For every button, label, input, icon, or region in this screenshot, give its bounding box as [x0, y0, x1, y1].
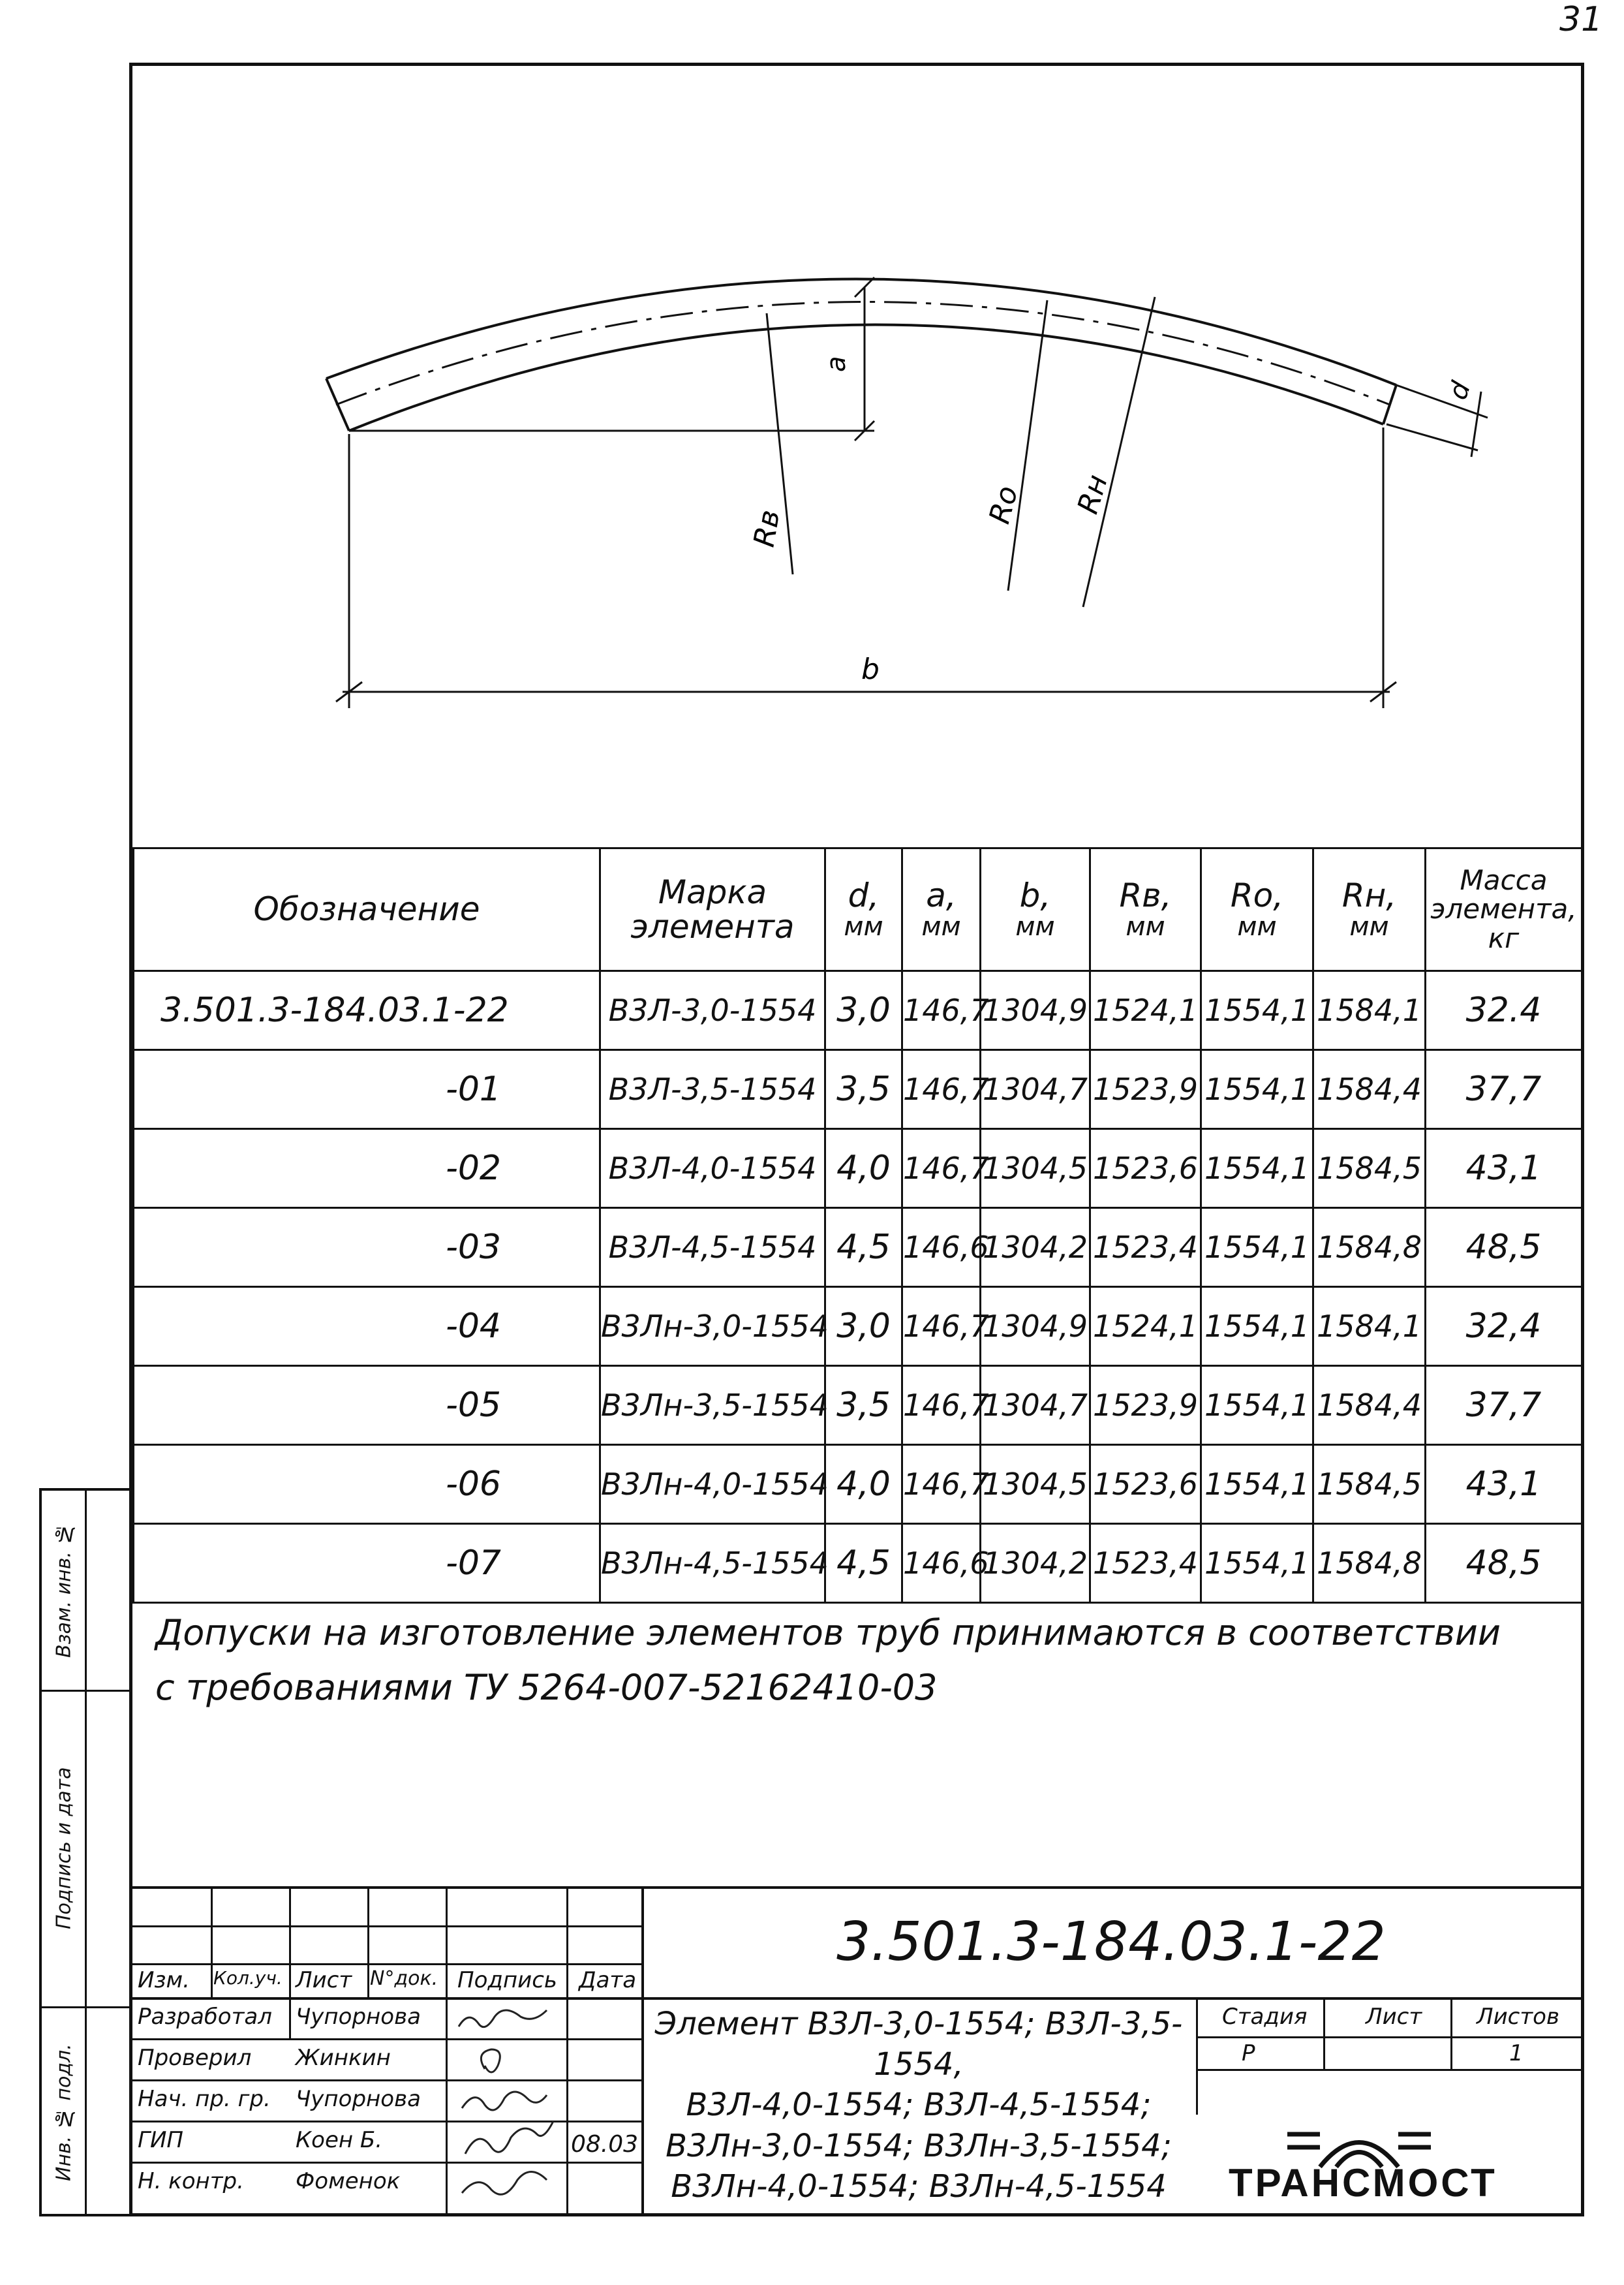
ro-radius-line — [1008, 300, 1047, 591]
side-podpis-label: Подпись и дата — [52, 1767, 76, 1929]
sheets-value: 1 — [1509, 2040, 1524, 2066]
document-code: 3.501.3-184.03.1-22 — [836, 1910, 1386, 1973]
arch-outer-edge — [326, 279, 1396, 385]
signatures — [446, 1997, 566, 2213]
rn-label: Rн — [1071, 471, 1114, 518]
spec-table — [132, 847, 1583, 1604]
side-stamp — [39, 1488, 129, 2216]
header-mark: Марка элемента — [600, 848, 825, 971]
table-row: -07 В3Лн-4,5-1554 4,5 146,6 1304,2 1523,4 1554,1 1584,8 48,5 — [134, 1524, 1582, 1603]
header-designation: Обозначение — [134, 848, 600, 971]
header-ro: Ro, мм — [1201, 848, 1313, 971]
side-inv-label: Инв. № подл. — [52, 2044, 76, 2182]
header-d: d, мм — [825, 848, 902, 971]
tolerance-note: Допуски на изготовление элементов труб принимаются в соответствии с требованиями ТУ 5264-007-52162410-03 — [155, 1612, 1501, 1708]
stage-value: Р — [1242, 2040, 1255, 2066]
table-row: -05 В3Лн-3,5-1554 3,5 146,7 1304,7 1523,9 1554,1 1584,4 37,7 — [134, 1366, 1582, 1445]
transmost-logo: ТРАНСМОСТ — [1203, 2115, 1578, 2206]
header-rv: Rв, мм — [1090, 848, 1201, 971]
table-row: -03 В3Л-4,5-1554 4,5 146,6 1304,2 1523,4 1554,1 1584,8 48,5 — [134, 1208, 1582, 1287]
title-block: Изм. Кол.уч. Лист N°док. Подпись Дата Разработал Чупорнова Проверил Жинкин Нач. пр. гр. Чупорнова ГИП Коен Б. 08.03 Н. контр. Фоменок 3.501.3-184.03.1-22 Элемент В3Л-3,0-1554; В3Л-3,5-1554, В3Л-4,0-1554; В3Л-4,5-1554; В3Лн-3,0-1554; В3Лн-3,5-1554; В3Лн-4,0-1554; В3Лн-4,5-1554 Стадия Лист Листов Р 1 ТРАНСМОСТ — [132, 1886, 1581, 2213]
header-b: b, мм — [981, 848, 1090, 971]
arch-drawing — [0, 0, 1624, 848]
page-number: 31 — [1559, 0, 1603, 39]
b-label: b — [861, 653, 880, 686]
header-rn: Rн, мм — [1313, 848, 1426, 971]
ro-label: Ro — [983, 482, 1025, 527]
table-row: 3.501.3-184.03.1-22 В3Л-3,0-1554 3,0 146,7 1304,9 1524,1 1554,1 1584,1 32.4 — [134, 971, 1582, 1050]
d-label: d — [1443, 377, 1477, 404]
rv-label: Rв — [747, 507, 787, 550]
sheets-label: Листов — [1477, 2004, 1560, 2030]
table-row: -01 В3Л-3,5-1554 3,5 146,7 1304,7 1523,9 1554,1 1584,4 37,7 — [134, 1050, 1582, 1129]
a-label: a — [821, 356, 851, 372]
table-row: -04 В3Лн-3,0-1554 3,0 146,7 1304,9 1524,1 1554,1 1584,1 32,4 — [134, 1287, 1582, 1366]
d-dimension-line — [1471, 392, 1481, 457]
d-extension-2 — [1387, 424, 1478, 450]
table-row: -02 В3Л-4,0-1554 4,0 146,7 1304,5 1523,6 1554,1 1584,5 43,1 — [134, 1129, 1582, 1208]
side-vzam-label: Взам. инв. № — [52, 1522, 76, 1658]
sheet-label: Лист — [1366, 2004, 1422, 2030]
header-mass: Масса элемента, кг — [1426, 848, 1582, 971]
arch-centerline — [336, 302, 1390, 405]
header-a: a, мм — [902, 848, 981, 971]
table-row: -06 В3Лн-4,0-1554 4,0 146,7 1304,5 1523,6 1554,1 1584,5 43,1 — [134, 1445, 1582, 1524]
stage-label: Стадия — [1222, 2004, 1308, 2030]
table-header-row — [134, 848, 1582, 971]
element-description: Элемент В3Л-3,0-1554; В3Л-3,5-1554, В3Л-4,0-1554; В3Л-4,5-1554; В3Лн-3,0-1554; В3Лн-3,5-1554; В3Лн-4,0-1554; В3Лн-4,5-1554 — [654, 2005, 1183, 2205]
arch-inner-edge — [349, 324, 1383, 431]
